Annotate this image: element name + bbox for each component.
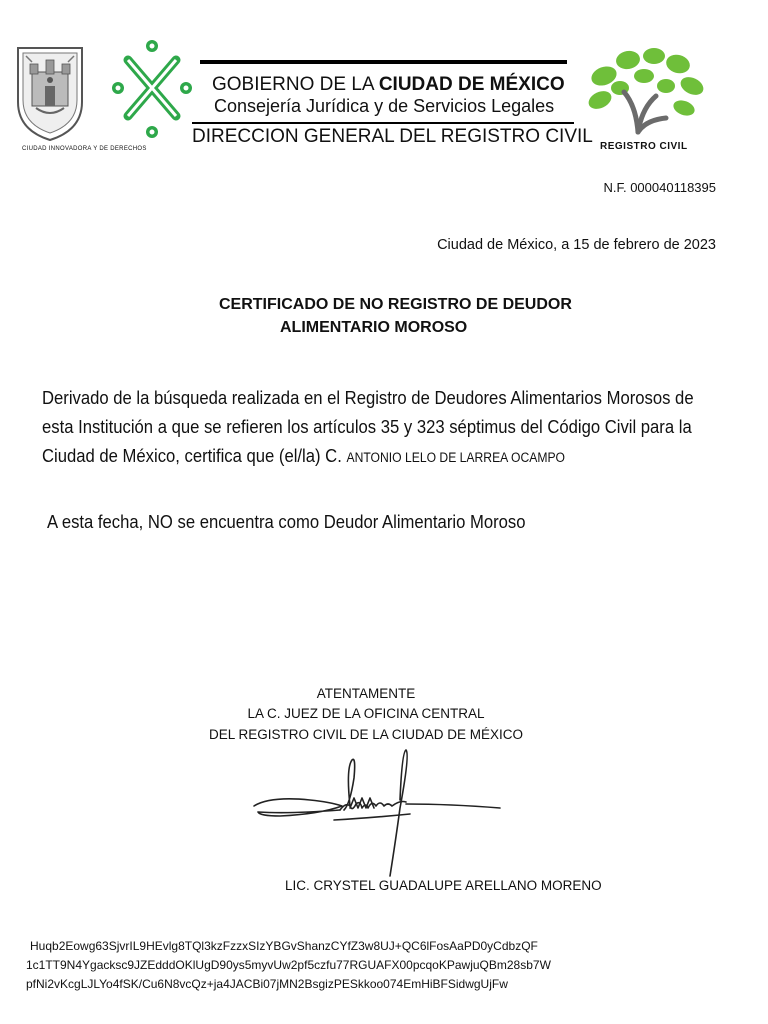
certificate-title-line2: ALIMENTARIO MOROSO: [280, 319, 468, 336]
direccion-heading: DIRECCION GENERAL DEL REGISTRO CIVIL: [192, 126, 593, 147]
city-motto: CIUDAD INNOVADORA Y DE DERECHOS: [22, 146, 147, 152]
cdmx-green-logo: [110, 36, 194, 142]
city-name: CIUDAD DE MÉXICO: [378, 74, 565, 95]
body-line-1: Derivado de la búsqueda realizada en el Registro de Deudores Alimentarios Morosos de: [42, 387, 694, 408]
registro-civil-tree-logo: [584, 46, 708, 136]
folio-number: N.F. 000040118395: [603, 180, 716, 195]
signer-role-line1: LA C. JUEZ DE LA OFICINA CENTRAL: [247, 706, 485, 721]
verification-hash-line2: 1c1TT9N4Ygacksc9JZEdddOKlUgD90ys5myvUw2pf5czfu77RGUAFX00pcqoKPawjuQBm28sb7W: [26, 958, 551, 972]
government-prefix: GOBIERNO DE LA: [212, 74, 379, 95]
signer-role-line2: DEL REGISTRO CIVIL DE LA CIUDAD DE MÉXICO: [208, 727, 524, 742]
consejeria-heading: Consejería Jurídica y de Servicios Legales: [214, 96, 555, 116]
verification-hash-line1: Huqb2Eowg63SjvrIL9HEvlg8TQl3kzFzzxSIzYBGvShanzCYfZ3w8UJ+QC6lFosAaPD0yCdbzQF: [30, 939, 538, 953]
header-bottom-rule: [192, 122, 574, 124]
government-heading: [212, 74, 565, 96]
registro-civil-logo-text: REGISTRO CIVIL: [600, 141, 688, 152]
no-debtor-statement: A esta fecha, NO se encuentra como Deudor Alimentario Moroso: [47, 511, 526, 532]
closing-salutation: ATENTAMENTE: [316, 686, 416, 701]
handwritten-signature: [250, 748, 510, 888]
certificate-title-line1: CERTIFICADO DE NO REGISTRO DE DEUDOR: [219, 296, 572, 313]
signer-name: LIC. CRYSTEL GUADALUPE ARELLANO MORENO: [285, 878, 602, 893]
issue-date: Ciudad de México, a 15 de febrero de 2023: [437, 237, 716, 253]
body-line-2: esta Institución a que se refieren los artículos 35 y 323 séptimus del Código Civil para la: [42, 416, 692, 437]
verification-hash-line3: pfNi2vKcgLJLYo4fSK/Cu6N8vcQz+ja4JACBi07jMN2BsgizPESkkoo074EmHiBFSidwgUjFw: [26, 977, 508, 991]
cdmx-shield-logo: [14, 42, 86, 142]
person-name: ANTONIO LELO DE LARREA OCAMPO: [346, 450, 566, 465]
header-top-rule: [200, 60, 567, 64]
body-line-3: [42, 441, 704, 472]
body-line-3-text: Ciudad de México, certifica que (el/la) C.: [42, 445, 347, 466]
certificate-body: [42, 383, 704, 472]
